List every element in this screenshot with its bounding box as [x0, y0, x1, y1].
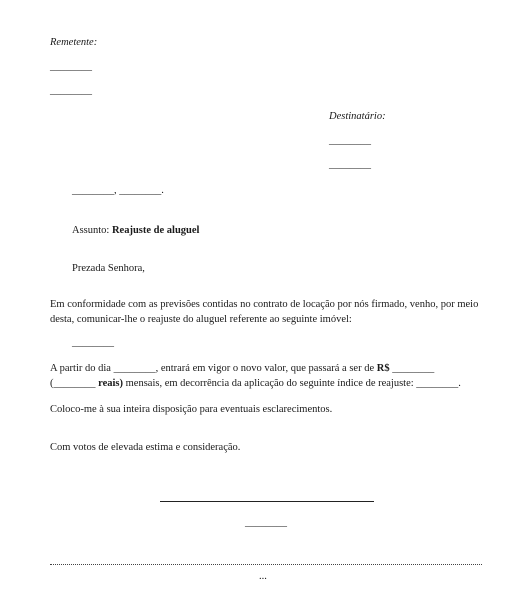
body-paragraph-1-line-2: desta, comunicar-lhe o reajuste do aluguel referente ao seguinte imóvel: [50, 314, 352, 325]
subject-prefix: Assunto: [72, 225, 112, 236]
salutation: Prezada Senhora, [72, 263, 145, 274]
sender-line-1: ________ [50, 61, 92, 72]
recipient-label: Destinatário: [329, 111, 386, 122]
amount-words-open: (________ [50, 378, 99, 389]
recipient-line-1: ________ [329, 135, 371, 146]
reais-label: reais) [98, 378, 124, 389]
subject-title: Reajuste de aluguel [111, 225, 200, 236]
body-paragraph-2-line-1 [50, 362, 434, 375]
currency-symbol: R$ [376, 363, 390, 374]
signature-name-blank: ________ [245, 517, 287, 528]
recipient-line-2: ________ [329, 159, 371, 170]
sender-line-2: ________ [50, 85, 92, 96]
amount-blank: ________ [389, 363, 435, 374]
body-paragraph-2-line-2 [50, 377, 461, 390]
adjustment-index-text: mensais, em decorrência da aplicação do seguinte índice de reajuste: ________. [123, 378, 461, 389]
property-blank: ________ [72, 337, 114, 348]
footer-dotted-rule [50, 564, 482, 565]
footer-ellipsis: ... [259, 571, 267, 582]
closing: Com votos de elevada estima e consideração. [50, 442, 241, 453]
body-paragraph-3: Coloco-me à sua inteira disposição para eventuais esclarecimentos. [50, 404, 333, 415]
effective-date-text: A partir do dia ________, entrará em vigor o novo valor, que passará a ser de [50, 363, 377, 374]
sender-label: Remetente: [50, 37, 98, 48]
subject-line [72, 224, 199, 237]
signature-line [160, 501, 374, 502]
place-date: ________, ________. [72, 185, 164, 196]
body-paragraph-1-line-1: Em conformidade com as previsões contidas no contrato de locação por nós firmado, venho, por meio [50, 299, 479, 310]
